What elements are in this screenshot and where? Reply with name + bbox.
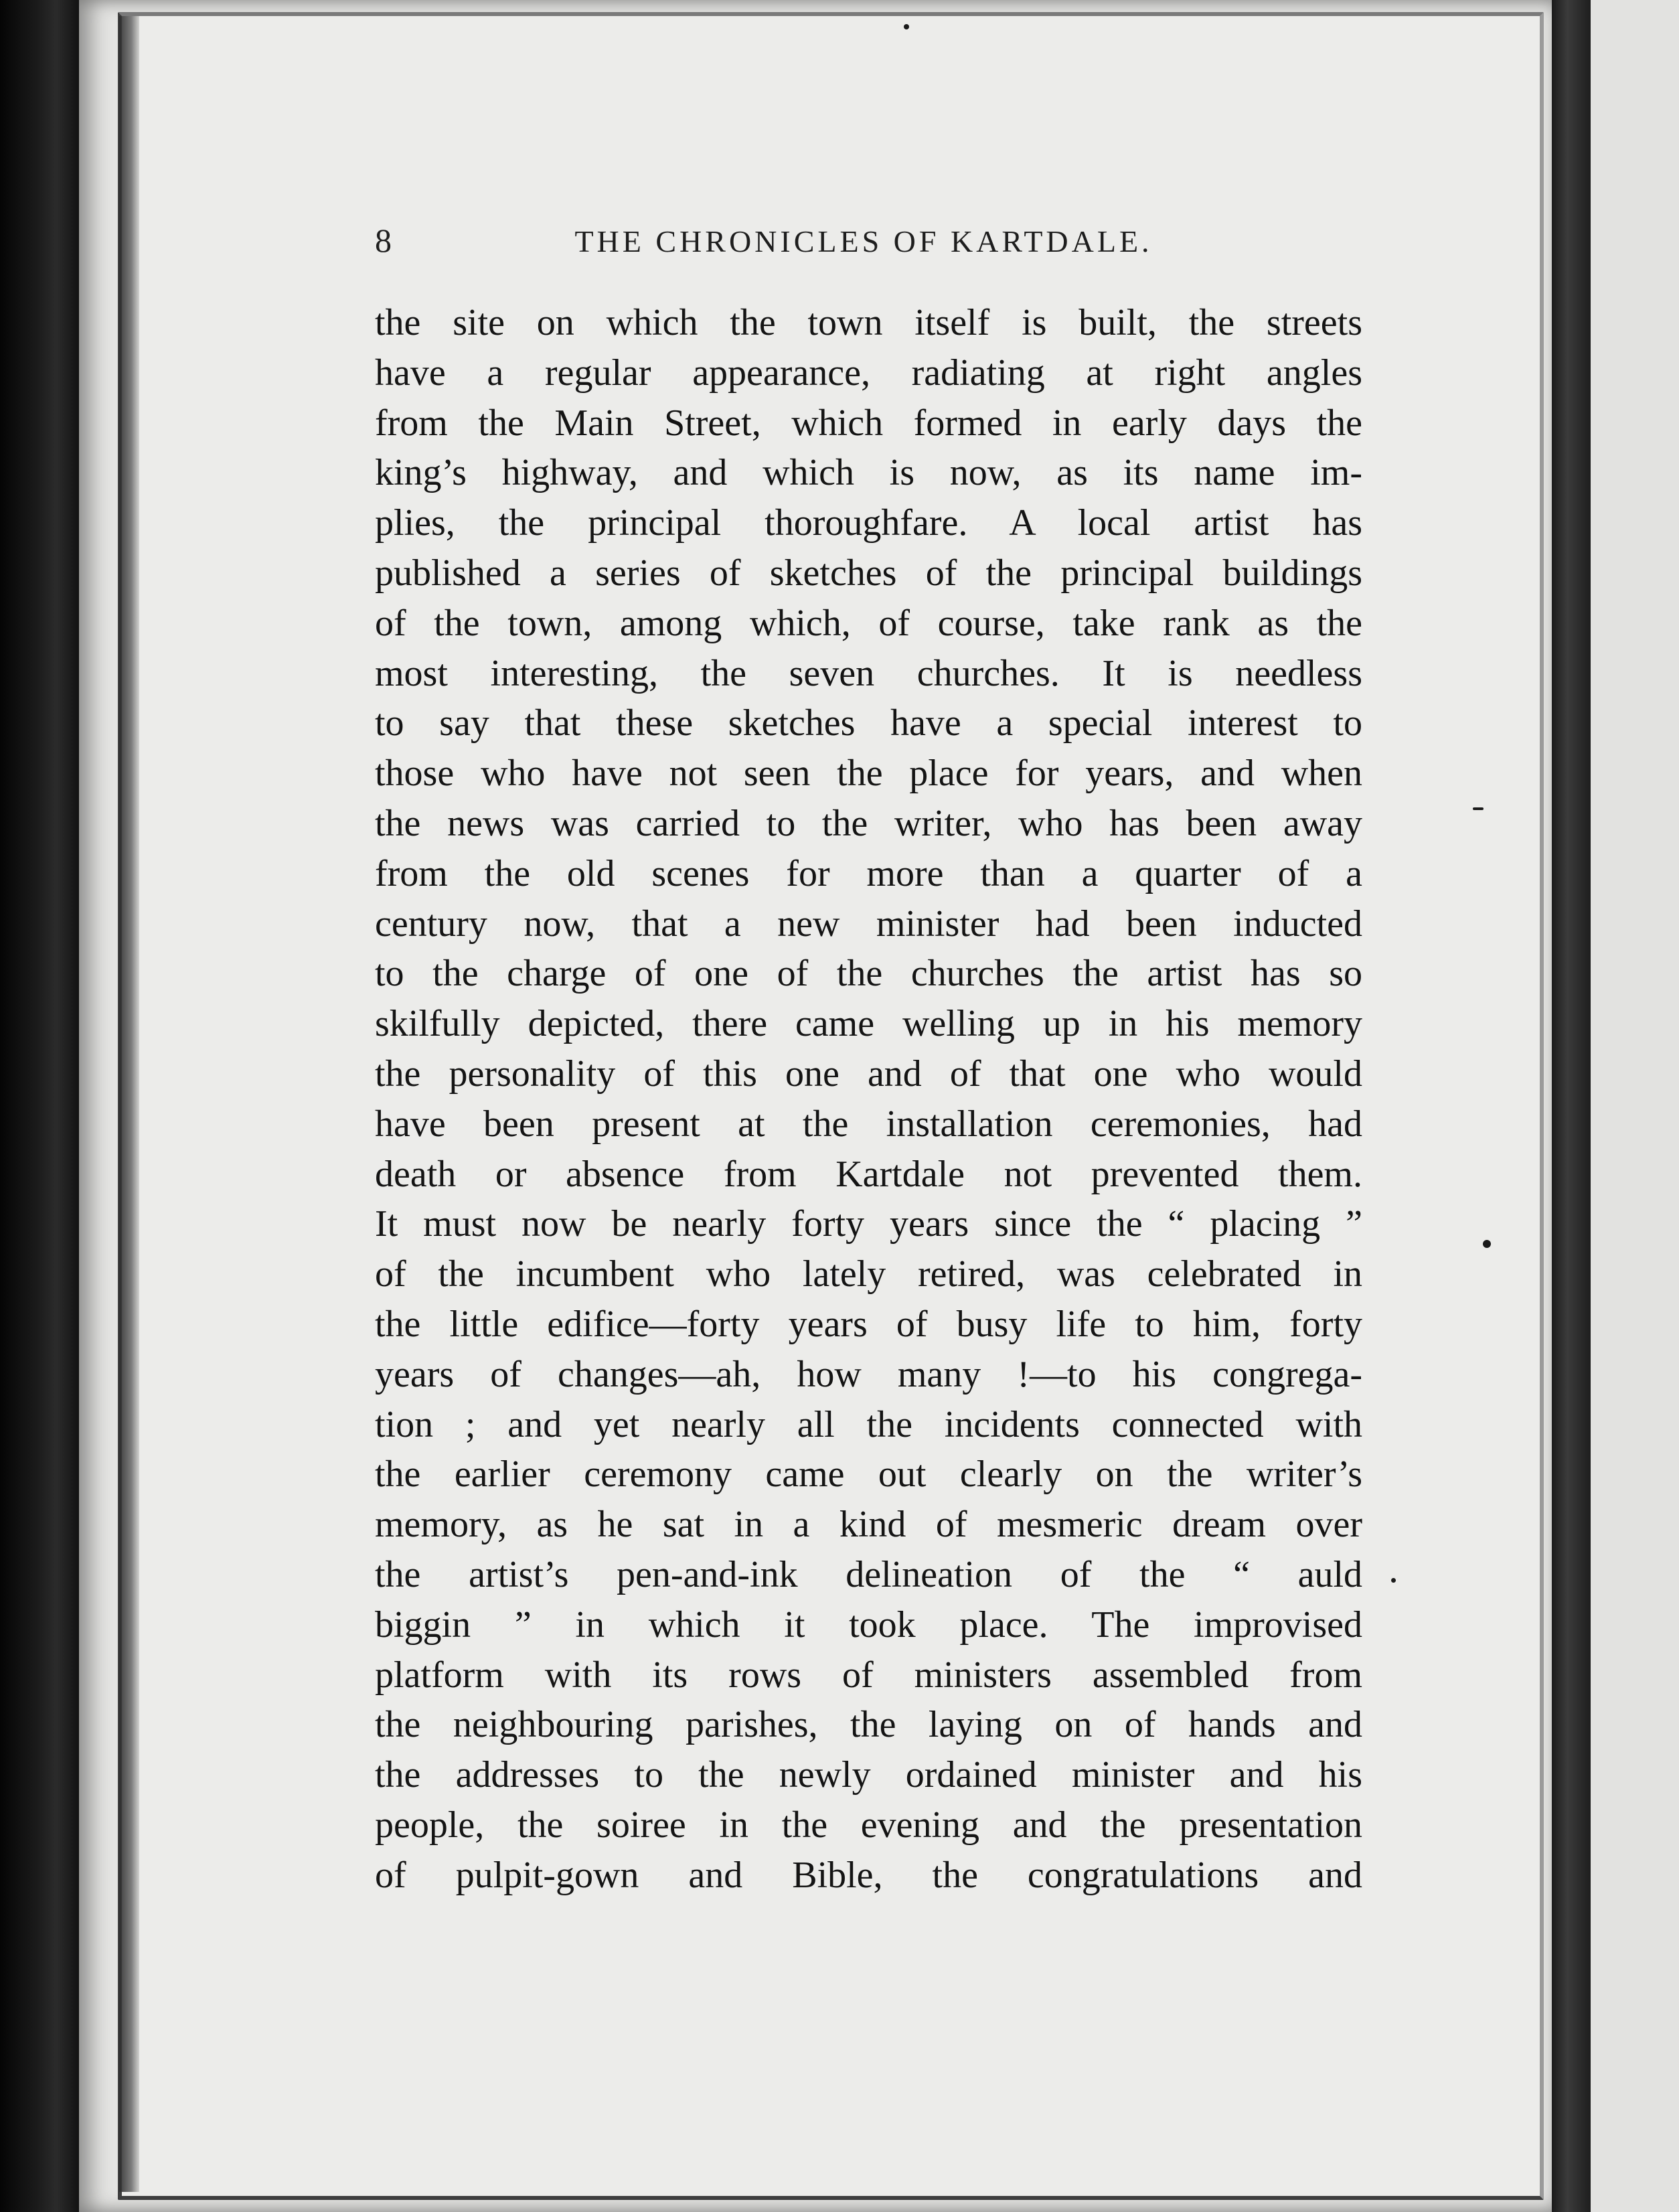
text-line: the addresses to the newly ordained minister and his — [375, 1754, 1362, 1796]
text-line: death or absence from Kartdale not prevented them. — [375, 1153, 1362, 1195]
text-line: to say that these sketches have a special interest to — [375, 702, 1362, 744]
text-line: from the Main Street, which formed in early days the — [375, 402, 1362, 444]
text-line: the artist’s pen-and-ink delineation of the “ auld — [375, 1553, 1362, 1595]
left-book-edge — [0, 0, 80, 2212]
scan-speck — [1483, 1240, 1491, 1248]
text-line: the personality of this one and of that one who would — [375, 1052, 1362, 1095]
text-line: the neighbouring parishes, the laying on of hands and — [375, 1704, 1362, 1746]
text-line: century now, that a new minister had been inducted — [375, 902, 1362, 945]
text-line: of the town, among which, of course, take rank as the — [375, 602, 1362, 644]
text-line: from the old scenes for more than a quarter of a — [375, 852, 1362, 894]
text-line: It must now be nearly forty years since the “ placing ” — [375, 1203, 1362, 1245]
text-line: years of changes—ah, how many !—to his congrega- — [375, 1353, 1362, 1395]
text-line: of pulpit-gown and Bible, the congratulations and — [375, 1854, 1362, 1896]
text-line: skilfully depicted, there came welling up in his memory — [375, 1003, 1362, 1045]
text-line: to the charge of one of the churches the artist has so — [375, 953, 1362, 995]
text-line: have been present at the installation ceremonies, had — [375, 1103, 1362, 1145]
text-line: people, the soiree in the evening and the presentation — [375, 1804, 1362, 1846]
text-line: the news was carried to the writer, who has been away — [375, 802, 1362, 844]
page-number: 8 — [375, 222, 392, 259]
text-line: king’s highway, and which is now, as its name im- — [375, 452, 1362, 494]
running-head — [375, 221, 1352, 268]
text-line: have a regular appearance, radiating at right angles — [375, 351, 1362, 394]
text-line: the earlier ceremony came out clearly on the writer’s — [375, 1453, 1362, 1496]
text-line: biggin ” in which it took place. The improvised — [375, 1603, 1362, 1646]
scan-speck — [1473, 807, 1484, 810]
text-line: memory, as he sat in a kind of mesmeric dream over — [375, 1504, 1362, 1546]
text-line: tion ; and yet nearly all the incidents connected with — [375, 1403, 1362, 1445]
text-line: platform with its rows of ministers assembled from — [375, 1654, 1362, 1696]
binding-gutter — [119, 16, 139, 2192]
text-line: plies, the principal thoroughfare. A local artist has — [375, 502, 1362, 544]
text-line: those who have not seen the place for years, and when — [375, 753, 1362, 795]
scan-speck — [1391, 1578, 1396, 1583]
text-line: published a series of sketches of the principal buildings — [375, 552, 1362, 594]
text-line: most interesting, the seven churches. It is needless — [375, 652, 1362, 694]
right-margin — [1591, 0, 1679, 2212]
body-text — [375, 298, 1362, 1901]
text-line: the little edifice—forty years of busy life to him, forty — [375, 1303, 1362, 1345]
book-title: THE CHRONICLES OF KARTDALE. — [574, 224, 1153, 258]
text-line: the site on which the town itself is built, the streets — [375, 302, 1362, 343]
right-book-spine — [1552, 0, 1591, 2212]
text-line: of the incumbent who lately retired, was celebrated in — [375, 1253, 1362, 1295]
scan-speck — [904, 24, 909, 29]
